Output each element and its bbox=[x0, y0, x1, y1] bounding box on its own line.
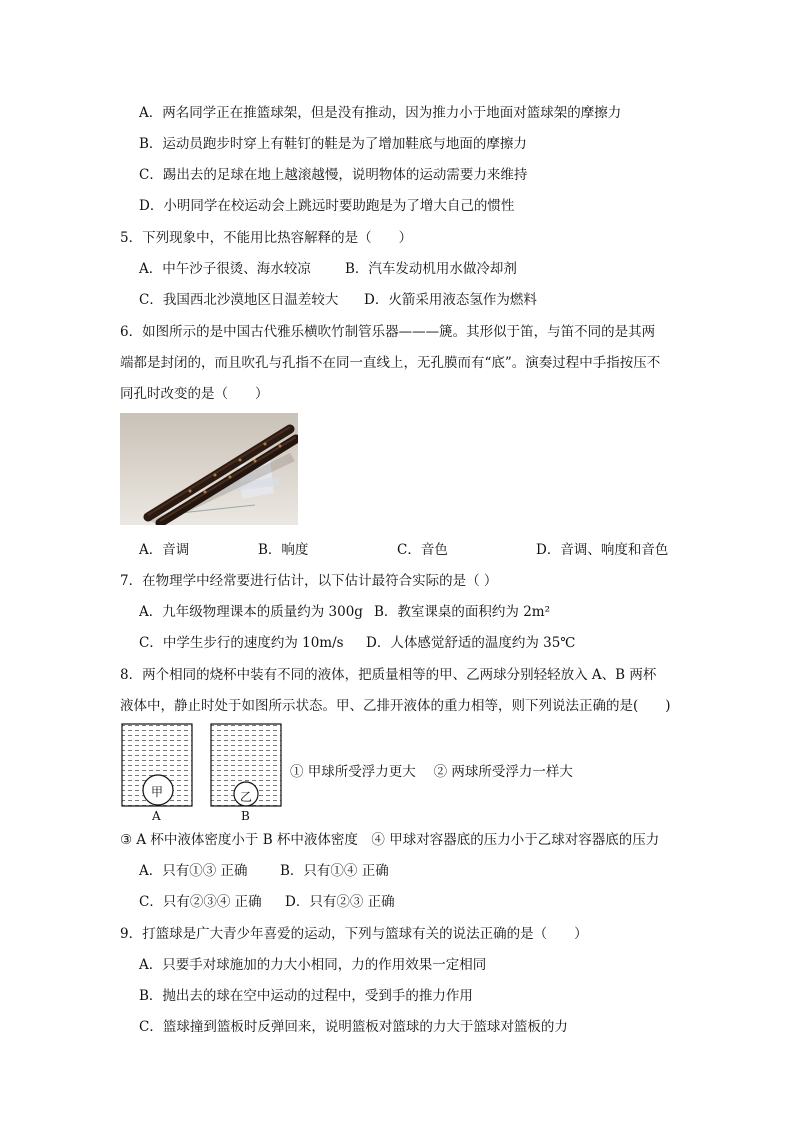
q6-stem-line1: 6．如图所示的是中国古代雅乐横吹竹制管乐器———篪。其形似于笛，与笛不同的是其两 bbox=[120, 324, 656, 340]
q9-stem: 9．打篮球是广大青少年喜爱的运动，下列与篮球有关的说法正确的是（ ） bbox=[120, 926, 588, 942]
q8-stem-line1: 8．两个相同的烧杯中装有不同的液体，把质量相等的甲、乙两球分别轻轻放入 A、B 两杯 bbox=[120, 667, 657, 683]
q6-option-c: C．音色 bbox=[397, 542, 448, 558]
q5-option-b: B．汽车发动机用水做冷却剂 bbox=[345, 261, 517, 277]
chi-flute-photo bbox=[120, 413, 298, 525]
q7-option-d: D．人体感觉舒适的温度约为 35℃ bbox=[366, 635, 576, 651]
q7-option-a: A．九年级物理课本的质量约为 300g bbox=[139, 604, 363, 620]
q5-option-d: D．火箭采用液态氢作为燃料 bbox=[364, 292, 537, 308]
q8-option-c: C．只有②③④ 正确 bbox=[139, 894, 262, 910]
q6-option-b: B．响度 bbox=[258, 542, 309, 558]
q5-option-c: C．我国西北沙漠地区日温差较大 bbox=[139, 292, 339, 308]
q6-option-a: A．音调 bbox=[139, 542, 190, 558]
q4-option-b: B．运动员跑步时穿上有鞋钉的鞋是为了增加鞋底与地面的摩擦力 bbox=[139, 136, 527, 152]
q6-stem-line2: 端都是封闭的，而且吹孔与孔指不在同一直线上，无孔膜而有“底”。演奏过程中手指按压不 bbox=[120, 355, 661, 371]
ball-yi-label: 乙 bbox=[240, 790, 253, 804]
beaker-b-label: B bbox=[241, 809, 250, 823]
q7-option-c: C．中学生步行的速度约为 10m/s bbox=[139, 635, 344, 651]
q4-option-c: C．踢出去的足球在地上越滚越慢，说明物体的运动需要力来维持 bbox=[139, 167, 528, 183]
q4-option-a: A．两名同学正在推篮球架，但是没有推动，因为推力小于地面对篮球架的摩擦力 bbox=[139, 105, 622, 121]
q6-stem-line3: 同孔时改变的是（ ） bbox=[120, 386, 269, 402]
q8-option-a: A．只有①③ 正确 bbox=[139, 863, 248, 879]
beaker-a-label: A bbox=[152, 809, 161, 823]
q8-statements-3-4: ③ A 杯中液体密度小于 B 杯中液体密度 ④ 甲球对容器底的压力小于乙球对容器底的压力 bbox=[120, 832, 660, 848]
q7-stem: 7．在物理学中经常要进行估计，以下估计最符合实际的是（ ） bbox=[120, 573, 498, 589]
q9-option-c: C．篮球撞到篮板时反弹回来，说明篮板对篮球的力大于篮球对篮板的力 bbox=[139, 1019, 568, 1035]
q6-option-d: D．音调、响度和音色 bbox=[536, 542, 669, 558]
q8-stem-line2: 液体中，静止时处于如图所示状态。甲、乙排开液体的重力相等，则下列说法正确的是( ) bbox=[120, 698, 671, 714]
ball-jia-label: 甲 bbox=[151, 785, 164, 799]
q8-statements-1-2: ① 甲球所受浮力更大 ② 两球所受浮力一样大 bbox=[290, 764, 573, 780]
q9-option-b: B．抛出去的球在空中运动的过程中，受到手的推力作用 bbox=[139, 988, 473, 1004]
q8-option-d: D．只有②③ 正确 bbox=[285, 894, 395, 910]
q4-option-d: D．小明同学在校运动会上跳远时要助跑是为了增大自己的惯性 bbox=[139, 198, 515, 214]
q5-stem: 5．下列现象中，不能用比热容解释的是（ ） bbox=[120, 230, 413, 246]
q9-option-a: A．只要手对球施加的力大小相同，力的作用效果一定相同 bbox=[139, 957, 487, 973]
q7-option-b: B．教室课桌的面积约为 2m² bbox=[374, 604, 551, 620]
q5-option-a: A．中午沙子很烫、海水较凉 bbox=[139, 261, 311, 277]
q8-option-b: B．只有①④ 正确 bbox=[280, 863, 389, 879]
